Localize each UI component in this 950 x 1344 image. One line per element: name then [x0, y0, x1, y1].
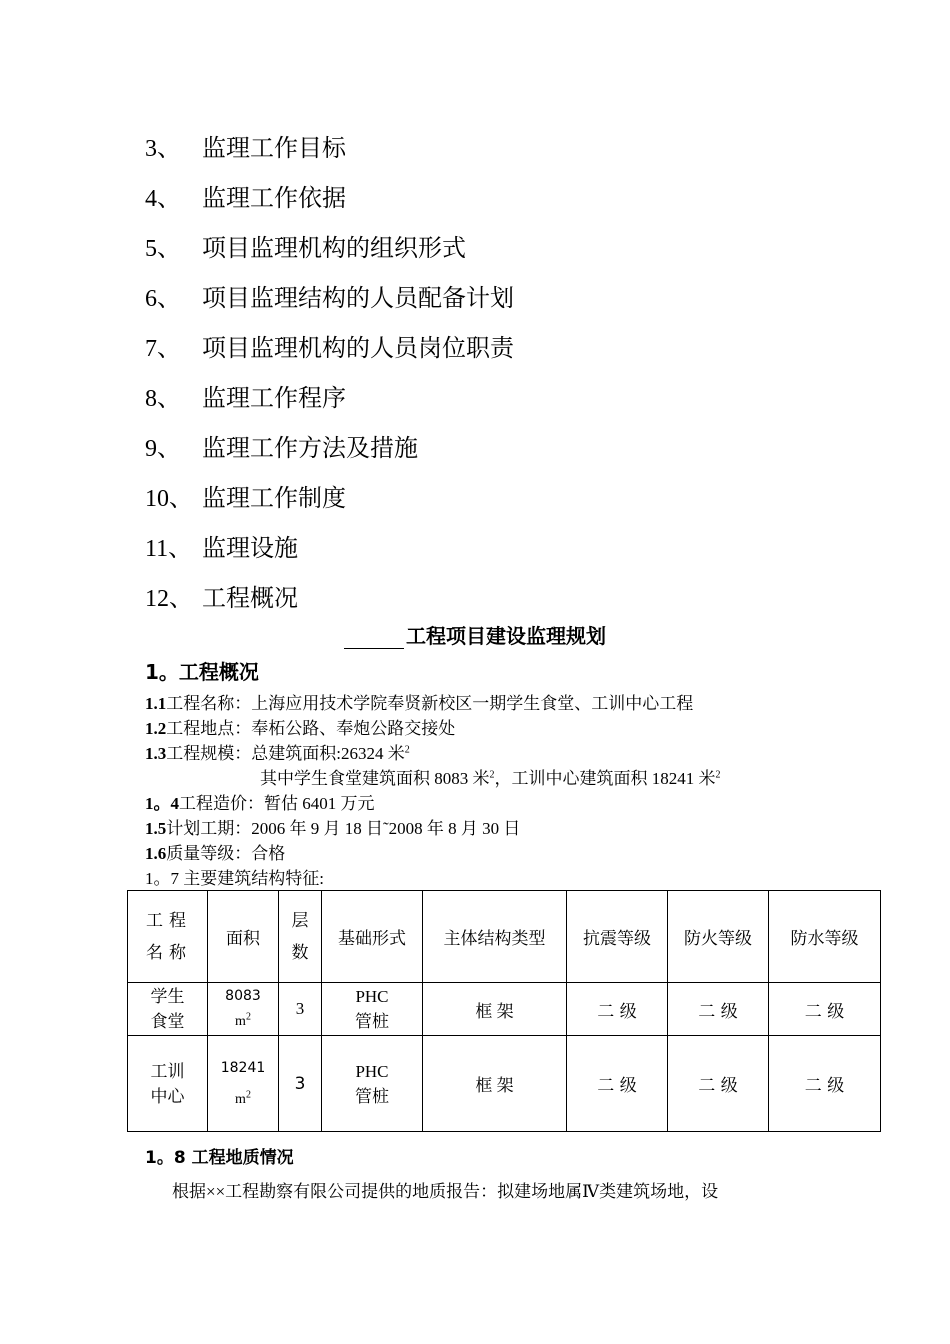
header-structure: 主体结构类型: [423, 891, 567, 983]
info-line-cost: 1。4工程造价：暂估 6401 万元: [145, 794, 375, 813]
toc-text: 项目监理结构的人员配备计划: [202, 284, 514, 312]
cell-floors: 3: [279, 983, 322, 1036]
document-title: [0, 620, 950, 649]
header-floors: 层 数: [279, 891, 322, 983]
toc-text: 监理工作程序: [202, 384, 346, 412]
cell-seismic: 二 级: [567, 983, 668, 1036]
info-line-name: 1.1工程名称：上海应用技术学院奉贤新校区一期学生食堂、工训中心工程: [145, 694, 694, 713]
toc-number: 7、: [145, 336, 181, 362]
document-title-text: 工程项目建设监理规划: [406, 624, 606, 648]
cell-foundation: PHC 管桩: [322, 983, 423, 1036]
toc-item: [145, 228, 514, 278]
cell-seismic: 二 级: [567, 1036, 668, 1132]
toc-number: 6、: [145, 286, 181, 312]
toc-item: [145, 478, 514, 528]
toc-text: 监理设施: [202, 534, 298, 562]
header-area: 面积: [208, 891, 279, 983]
blank-underline: [344, 628, 404, 649]
toc-number: 12、: [145, 586, 193, 612]
cell-fire: 二 级: [668, 983, 769, 1036]
toc-number: 10、: [145, 486, 193, 512]
section-heading: 1。工程概况: [145, 660, 259, 684]
cell-fire: 二 级: [668, 1036, 769, 1132]
geology-paragraph: 根据××工程勘察有限公司提供的地质报告：拟建场地属Ⅳ类建筑场地，设: [172, 1182, 719, 1201]
cell-name: 工训 中心: [128, 1036, 208, 1132]
toc-item: [145, 528, 514, 578]
toc-number: 9、: [145, 436, 181, 462]
toc-text: 项目监理机构的人员岗位职责: [202, 334, 514, 362]
structure-table: [127, 890, 881, 1132]
header-fire: 防火等级: [668, 891, 769, 983]
cell-water: 二 级: [769, 983, 881, 1036]
cell-name: 学生 食堂: [128, 983, 208, 1036]
toc-item: [145, 378, 514, 428]
header-seismic: 抗震等级: [567, 891, 668, 983]
toc-text: 工程概况: [202, 584, 298, 612]
toc-number: 4、: [145, 186, 181, 212]
header-name: 工程 名称: [128, 891, 208, 983]
table-of-contents: [145, 128, 514, 628]
info-line-quality: 1.6质量等级：合格: [145, 844, 286, 863]
toc-number: 11、: [145, 536, 193, 562]
cell-water: 二 级: [769, 1036, 881, 1132]
toc-number: 3、: [145, 136, 181, 162]
header-water: 防水等级: [769, 891, 881, 983]
toc-item: [145, 128, 514, 178]
project-info: [145, 691, 721, 891]
header-foundation: 基础形式: [322, 891, 423, 983]
toc-text: 监理工作目标: [202, 134, 346, 162]
toc-text: 监理工作方法及措施: [202, 434, 418, 462]
cell-area: 8083 $m^2$: [208, 983, 279, 1036]
info-line-structure: 1。7 主要建筑结构特征:: [145, 869, 324, 888]
toc-text: 项目监理机构的组织形式: [202, 234, 466, 262]
toc-item: [145, 178, 514, 228]
toc-item: [145, 278, 514, 328]
cell-foundation: PHC 管桩: [322, 1036, 423, 1132]
info-line-scale-detail: 其中学生食堂建筑面积 8083 米$^2$，工训中心建筑面积 18241 米$^2$: [260, 769, 721, 788]
cell-area: 18241 $m^2$: [208, 1036, 279, 1132]
toc-number: 5、: [145, 236, 181, 262]
info-line-location: 1.2工程地点：奉柘公路、奉炮公路交接处: [145, 719, 456, 738]
table-row: [128, 1036, 881, 1132]
toc-text: 监理工作制度: [202, 484, 346, 512]
toc-number: 8、: [145, 386, 181, 412]
cell-floors: 3: [279, 1036, 322, 1132]
cell-structure: 框 架: [423, 983, 567, 1036]
table-row: [128, 983, 881, 1036]
info-line-scale: 1.3工程规模：总建筑面积:26324 米$^2$: [145, 744, 410, 763]
info-line-schedule: 1.5计划工期：2006 年 9 月 18 日˜2008 年 8 月 30 日: [145, 819, 521, 838]
table-header-row: [128, 891, 881, 983]
toc-item: [145, 428, 514, 478]
cell-structure: 框 架: [423, 1036, 567, 1132]
geology-heading: 1。8 工程地质情况: [145, 1148, 294, 1168]
toc-item: [145, 328, 514, 378]
toc-text: 监理工作依据: [202, 184, 346, 212]
